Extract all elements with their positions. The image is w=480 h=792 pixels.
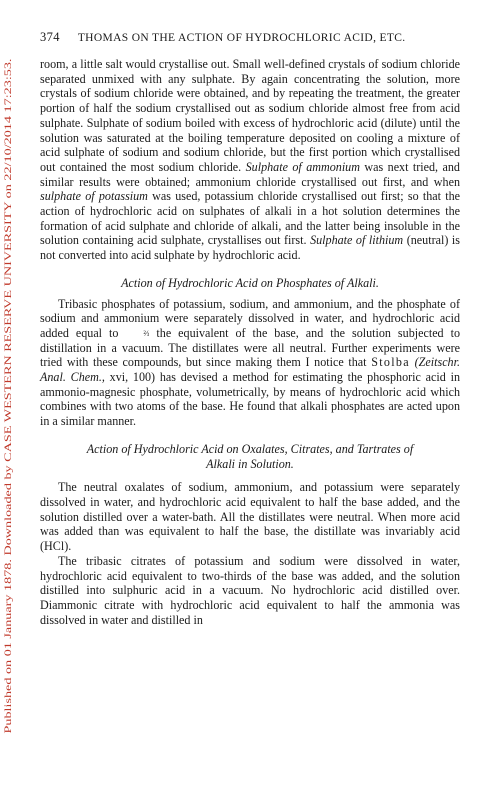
page-content (40, 30, 460, 627)
download-watermark-text: Published on 01 January 1878. Downloaded by CASE WESTERN RESERVE UNIVERSITY on 22/10/2014 17:23:53. (3, 276, 14, 734)
section-heading-phosphates: Action of Hydrochloric Acid on Phosphates of Alkali. (121, 275, 379, 290)
download-watermark (2, 0, 14, 792)
paragraph-sulphates: room, a little salt would crystallise out. Small well-defined crystals of sodium chloride separated unmixed with any sulphate. By again concentrating the solution, more crystals of sodium chloride were obtained, and by repeating the treatment, the greater portion of half the sodium crystallised out as sodium chloride almost free from acid sulphate. Sulphate of sodium boiled with excess of hydrochloric acid (dilute) until the solution was saturated at the boiling temperature deposited on cooling a mixture of acid sulphate of sodium and sodium chloride, but the first portion which crystallised out contained the most sodium chloride. Sulphate of ammonium was next tried, and similar results were obtained; ammonium chloride crystallised out first, and when sulphate of potassium was used, potassium chloride crystallised out first; so that the action of hydrochloric acid on sulphates of alkali in a hot solution determines the formation of acid sulphate and chloride of alkali, and the latter being insoluble in the solution containing acid sulphate, crystallises out first. Sulphate of lithium (neutral) is not converted into acid sulphate by hydrochloric acid. (40, 57, 460, 263)
emphasis-sulphate-ammonium: Sulphate of ammonium (245, 159, 360, 174)
running-header (40, 30, 460, 45)
running-title: THOMAS ON THE ACTION OF HYDROCHLORIC ACID, ETC. (77, 32, 406, 44)
emphasis-sulphate-potassium: sulphate of potassium (40, 189, 148, 204)
paragraph-phosphates: Tribasic phosphates of potassium, sodium, and ammonium, and the phosphate of sodium and ammonium were separately dissolved in water, and hydrochloric acid added equal to ⅔ the equivalent of the base, and the solution subjected to distillation in a vacuum. The distillates were all neutral. Further experiments were tried with these compounds, but since making them I notice that Stolba (Zeitschr. Anal. Chem., xvi, 100) has devised a method for estimating the phosphoric acid in ammonio-magnesic phosphate, volumetrically, by means of hydrochloric acid which combines with two atoms of the base. He found that alkali phosphates are acted upon in a similar manner. (40, 296, 460, 429)
paragraph-oxalates: The neutral oxalates of sodium, ammonium, and potassium were separately dissolved in water, and hydrochloric acid equivalent to half the base added, and the solution distilled over a water-bath. All the distillates were neutral. When more acid was added than was equivalent to half the base, the distillate was invariably acid (HCl). (40, 480, 460, 554)
section-heading-oxalates: Action of Hydrochloric Acid on Oxalates, Citrates, and Tartrates of Alkali in Solution. (86, 441, 414, 471)
emphasis-sulphate-lithium: Sulphate of lithium (310, 233, 404, 248)
page-number: 374 (40, 30, 60, 44)
journal-citation: (Zeitschr. Anal. Chem., (40, 355, 460, 385)
author-name: Stolba (371, 355, 410, 370)
paragraph-citrates: The tribasic citrates of potassium and sodium were dissolved in water, hydrochloric acid equivalent to two-thirds of the base was added, and the solution distilled into sulphuric acid in a vacuum. No hydrochloric acid distilled over. Diammonic citrate with hydrochloric acid equivalent to half the ammonia was dissolved in water and distilled in (40, 553, 460, 627)
fraction-two-thirds: ⅔ (143, 328, 150, 338)
